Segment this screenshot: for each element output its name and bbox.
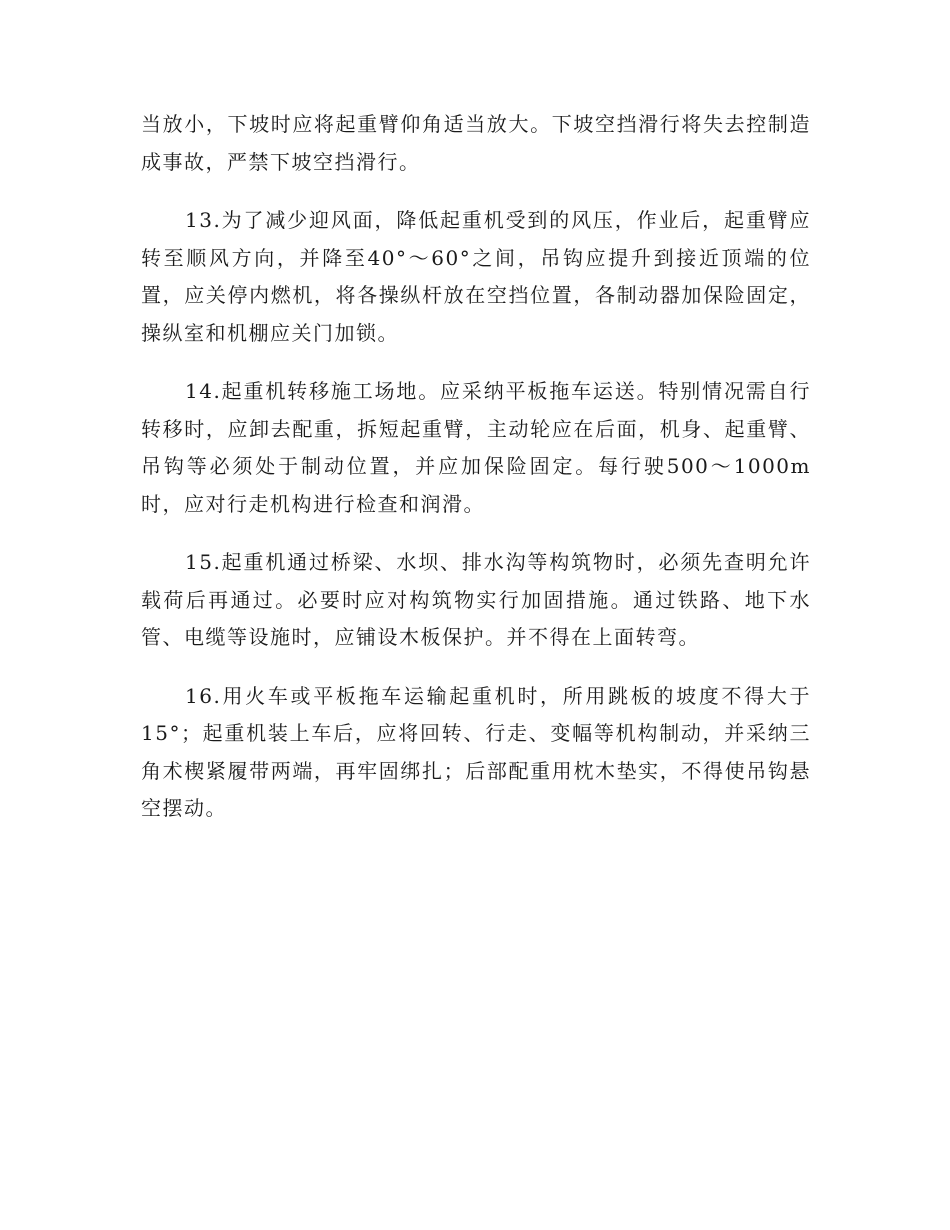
paragraph-item-15: 15.起重机通过桥梁、水坝、排水沟等构筑物时，必须先查明允许载荷后再通过。必要时应对构筑物实行加固措施。通过铁路、地下水管、电缆等设施时，应铺设木板保护。并不得在上面转弯。	[141, 550, 811, 649]
paragraph-continuation: 当放小，下坡时应将起重臂仰角适当放大。下坡空挡滑行将失去控制造成事故，严禁下坡空挡滑行。	[141, 112, 811, 174]
paragraph-item-13: 13.为了减少迎风面，降低起重机受到的风压，作业后，起重臂应转至顺风方向，并降至40°～60°之间，吊钩应提升到接近顶端的位置，应关停内燃机，将各操纵杆放在空挡位置，各制动器加保险固定，操纵室和机棚应关门加锁。	[141, 208, 811, 345]
document-body	[141, 106, 811, 828]
paragraph-item-14: 14.起重机转移施工场地。应采纳平板拖车运送。特别情况需自行转移时，应卸去配重，拆短起重臂，主动轮应在后面，机身、起重臂、吊钩等必须处于制动位置，并应加保险固定。每行驶500～1000m时，应对行走机构进行检查和润滑。	[141, 379, 811, 516]
paragraph-item-16: 16.用火车或平板拖车运输起重机时，所用跳板的坡度不得大于15°；起重机装上车后，应将回转、行走、变幅等机构制动，并采纳三角术楔紧履带两端，再牢固绑扎；后部配重用枕木垫实，不得使吊钩悬空摆动。	[141, 683, 811, 820]
